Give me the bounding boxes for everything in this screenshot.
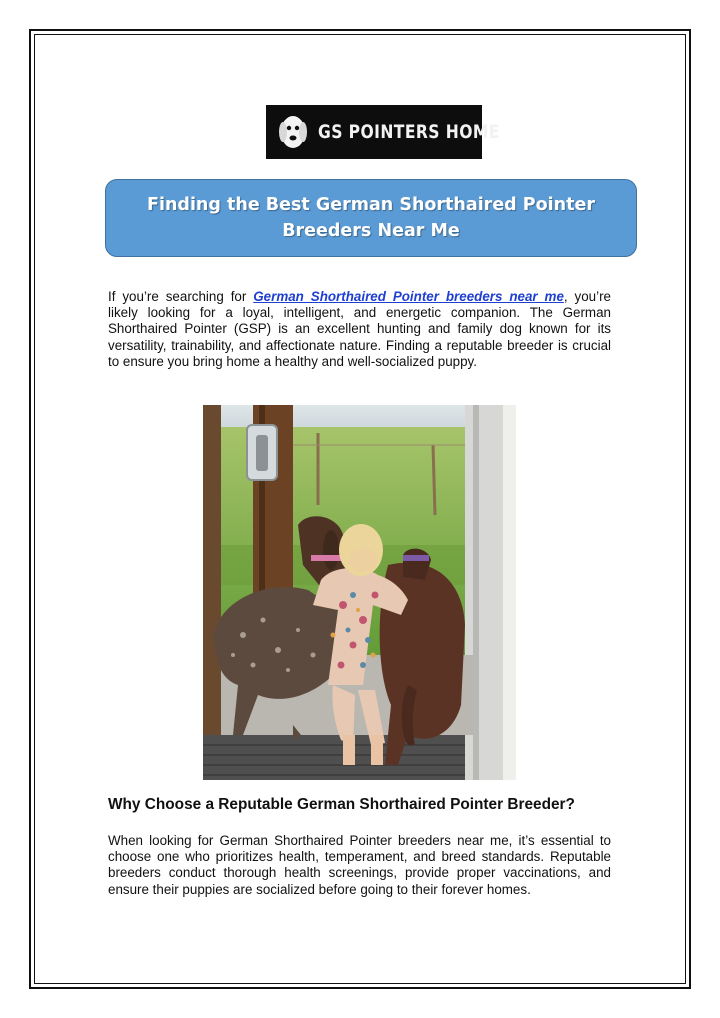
logo-text: GS POINTERS HOME [318, 121, 500, 143]
title-banner [105, 179, 637, 257]
breeders-near-me-link[interactable]: German Shorthaired Pointer breeders near me [253, 289, 564, 304]
intro-text-rest: , you’re likely looking for a loyal, intelligent, and energetic companion. The German Shorthaired Pointer (GSP) is an excellent hunting and family dog known for its versatility, trainability, and affectionate nature. Finding a reputable breeder is crucial to ensure you bring home a healthy and well-socialized puppy. [108, 289, 611, 369]
page-title: Finding the Best German Shorthaired Pointer Breeders Near Me [147, 195, 595, 241]
section-heading: Why Choose a Reputable German Shorthaired Pointer Breeder? [108, 796, 575, 813]
intro-text-start: If you’re searching for [108, 289, 254, 304]
intro-paragraph [108, 289, 611, 370]
dog-face-icon [278, 112, 308, 152]
site-logo [266, 105, 500, 159]
toddler-with-two-dogs-photo [203, 405, 516, 780]
section-paragraph: When looking for German Shorthaired Pointer breeders near me, it’s essential to choose one who prioritizes health, temperament, and breed standards. Reputable breeders conduct thorough health screenings, provide proper vaccinations, and ensure their puppies are socialized before going to their forever homes. [108, 833, 611, 897]
